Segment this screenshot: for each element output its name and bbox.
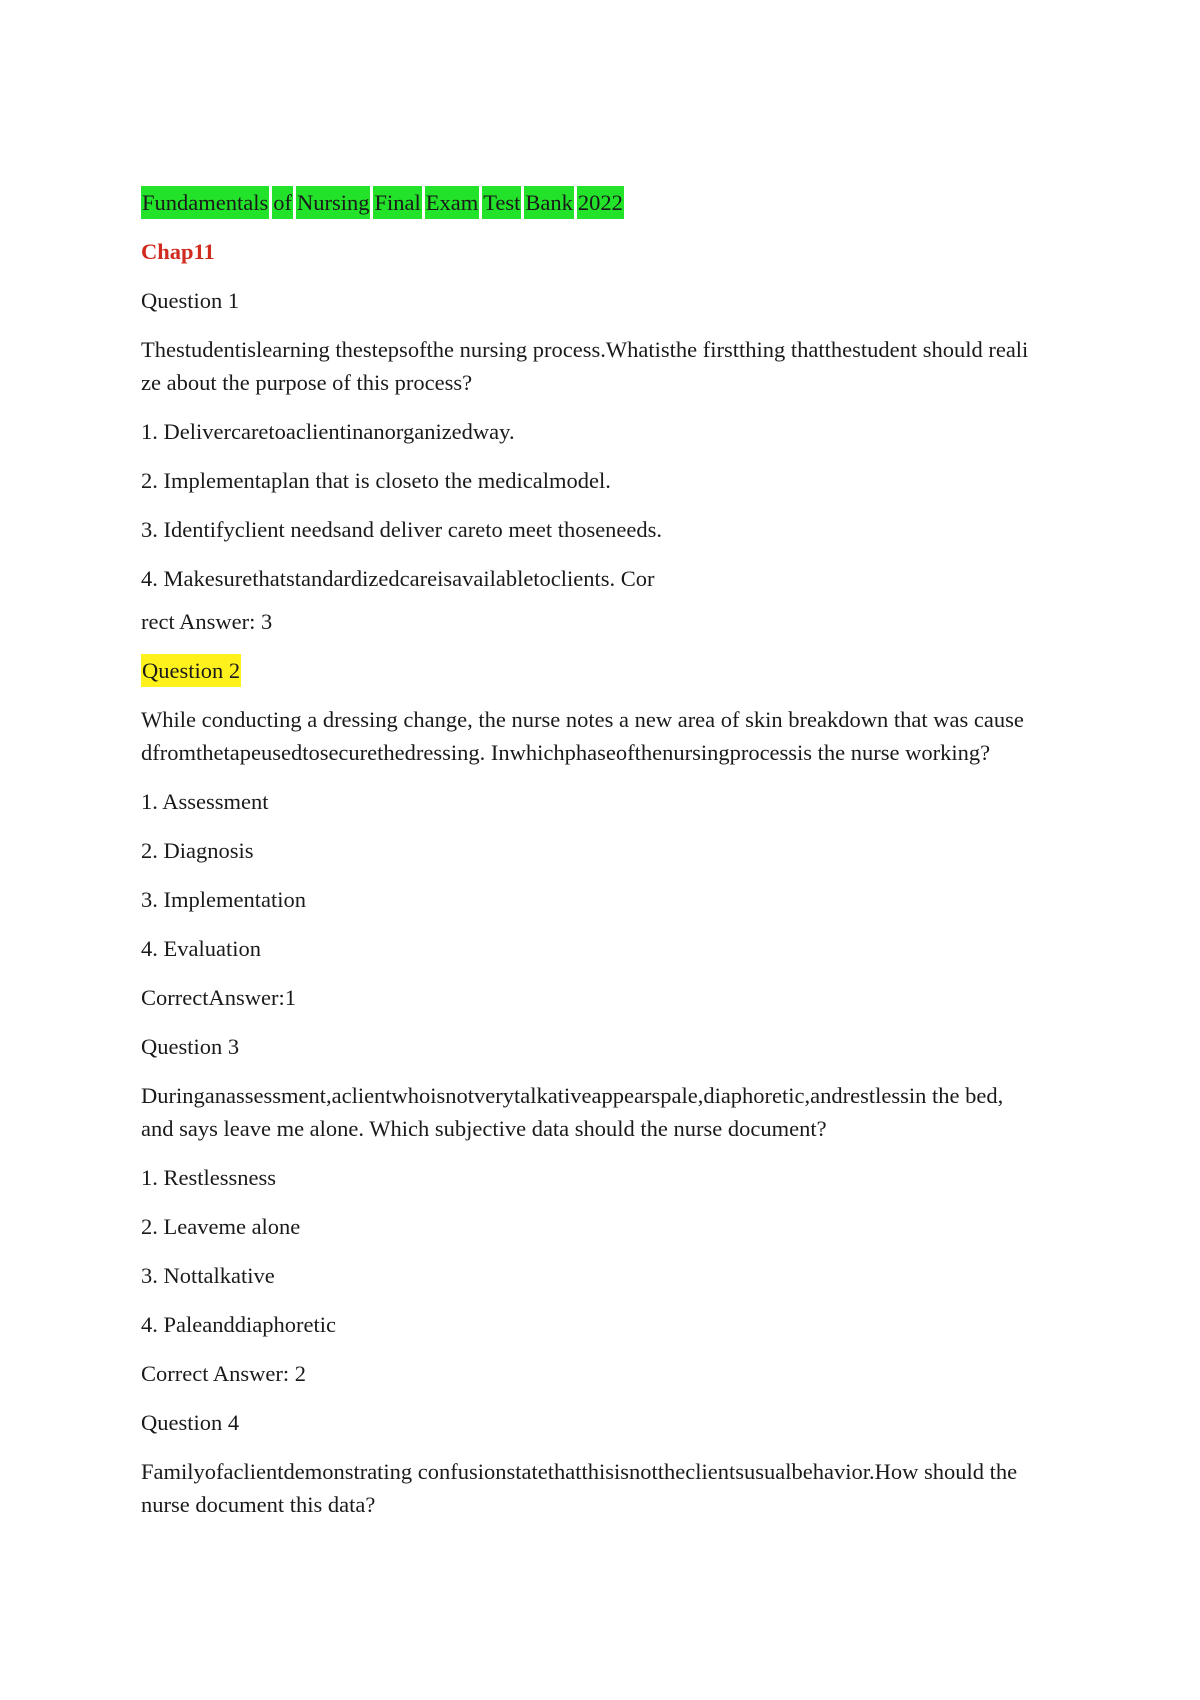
question-text-line: nurse document this data?: [141, 1492, 376, 1517]
correct-answer: rect Answer: 3: [141, 609, 273, 634]
title-word: Exam: [425, 186, 479, 219]
title-word: Test: [482, 186, 521, 219]
question-label: [141, 654, 1060, 687]
question-text: [141, 333, 1060, 399]
question-text-line: Familyofaclientdemonstrating confusionstatethatthisisnottheclientsusualbehavior.How should the: [141, 1459, 1018, 1484]
answer-option: 1. Assessment: [141, 789, 269, 814]
correct-answer: Correct Answer: 2: [141, 1361, 306, 1386]
answer-option: 3. Nottalkative: [141, 1263, 275, 1288]
question-text-line: dfromthetapeusedtosecurethedressing. Inwhichphaseofthenursingprocessis the nurse working?: [141, 740, 991, 765]
question-label: Question 3: [141, 1034, 240, 1059]
question-text: [141, 1079, 1060, 1145]
question-label: Question 4: [141, 1410, 240, 1435]
question-text: [141, 703, 1060, 769]
answer-option: 2. Leaveme alone: [141, 1214, 301, 1239]
question-text-line: Duringanassessment,aclientwhoisnotverytalkativeappearspale,diaphoretic,andrestlessin the bed,: [141, 1083, 1004, 1108]
correct-answer: CorrectAnswer:1: [141, 985, 296, 1010]
title-word: 2022: [577, 186, 624, 219]
answer-option: 3. Implementation: [141, 887, 306, 912]
answer-option: 4. Evaluation: [141, 936, 261, 961]
title-word: of: [272, 186, 293, 219]
answer-option: 4. Paleanddiaphoretic: [141, 1312, 336, 1337]
answer-option: 1. Delivercaretoaclientinanorganizedway.: [141, 419, 515, 444]
chapter-heading: Chap11: [141, 239, 215, 264]
answer-option: 2. Diagnosis: [141, 838, 254, 863]
question-text-line: Thestudentislearning thestepsofthe nursing process.Whatisthe firstthing thatthestudent should reali: [141, 337, 1029, 362]
title-word: Fundamentals: [141, 186, 269, 219]
question-text-line: While conducting a dressing change, the nurse notes a new area of skin breakdown that was cause: [141, 707, 1024, 732]
answer-option: 3. Identifyclient needsand deliver careto meet thoseneeds.: [141, 517, 663, 542]
question-label: Question 1: [141, 288, 240, 313]
highlighted-question-label: Question 2: [141, 654, 241, 687]
answer-option: 4. Makesurethatstandardizedcareisavailabletoclients. Cor: [141, 566, 655, 591]
title-word: Bank: [524, 186, 574, 219]
document-title: [141, 186, 1060, 219]
answer-option: 2. Implementaplan that is closeto the medicalmodel.: [141, 468, 611, 493]
question-text: [141, 1455, 1060, 1521]
question-text-line: ze about the purpose of this process?: [141, 370, 473, 395]
title-word: Final: [373, 186, 421, 219]
title-word: Nursing: [296, 186, 371, 219]
question-text-line: and says leave me alone. Which subjective data should the nurse document?: [141, 1116, 827, 1141]
answer-option: 1. Restlessness: [141, 1165, 276, 1190]
